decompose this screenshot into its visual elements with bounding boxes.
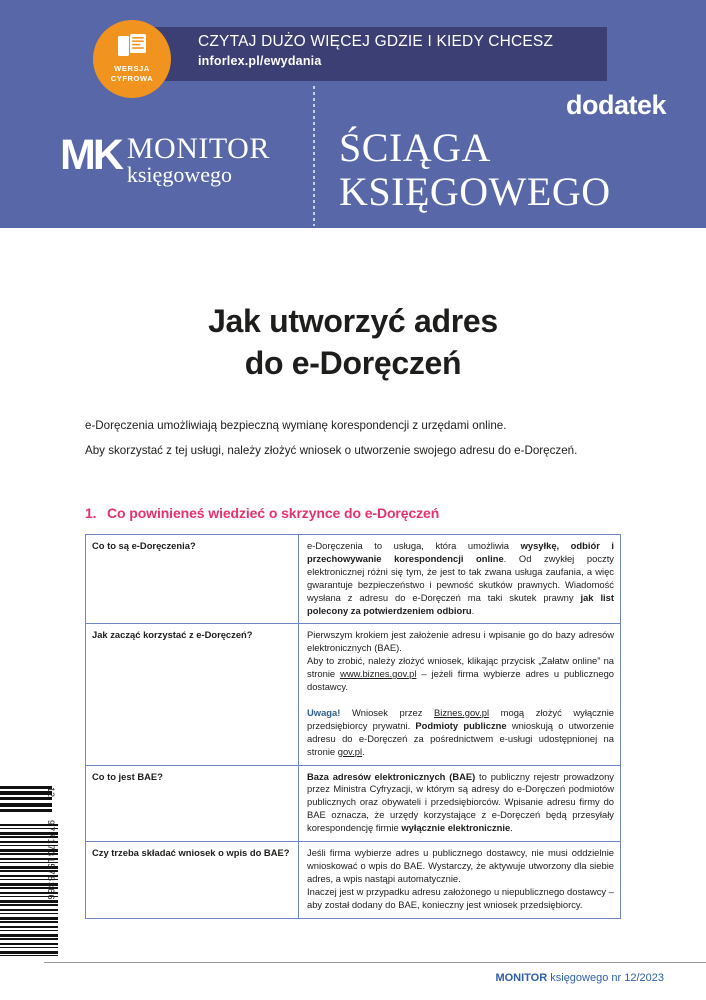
tablet-device-icon bbox=[117, 34, 147, 65]
mk-wordmark-ksiegowego: księgowego bbox=[126, 162, 232, 187]
barcode-number: 9771731578366 bbox=[46, 820, 56, 901]
table-cell-answer: e-Doręczenia to usługa, która umożliwia wysyłkę, odbiór i przechowywanie korespondencji online. Od zwykłej poczty elektronicznej różni się tym, że jest to tak zwana usługa zaufania, a więc gwarantuje bezpieczeństwo i pewność skutków prawnych. Wiadomość wysłana z adresu do e-Doręczeń ma taki skutek prawny jak list polecony za potwierdzeniem odbioru. bbox=[299, 535, 621, 624]
barcode bbox=[0, 786, 68, 968]
mk-wordmark-monitor: MONITOR bbox=[126, 132, 270, 165]
table-cell-answer: Jeśli firma wybierze adres u publicznego dostawcy, nie musi oddzielnie wnioskować o wpis do BAE. Wystarczy, że aktywuje utworzony dla siebie adres, a wpis nastąpi automatycznie. Inaczej jest w przypadku adresu założonego u niepublicznego dostawcy – aby został dodany do BAE, konieczny jest wniosek przedsiębiorcy. bbox=[299, 842, 621, 919]
barcode-issue-code: 12 bbox=[46, 787, 56, 798]
vertical-dotted-divider bbox=[313, 86, 315, 226]
page-title bbox=[0, 300, 706, 384]
table-cell-question: Jak zacząć korzystać z e-Doręczeń? bbox=[86, 624, 299, 765]
section-heading-text: Co powinieneś wiedzieć o skrzynce do e-Doręczeń bbox=[107, 505, 440, 521]
qa-table-body bbox=[86, 535, 621, 919]
table-row bbox=[86, 842, 621, 919]
table-row bbox=[86, 535, 621, 624]
section-heading bbox=[85, 505, 645, 521]
badge-line-2: CYFROWA bbox=[110, 73, 154, 83]
footer-publication-issue: księgowego nr 12/2023 bbox=[547, 972, 664, 984]
promo-headline: CZYTAJ DUŻO WIĘCEJ GDZIE I KIEDY CHCESZ bbox=[198, 33, 554, 50]
table-cell-answer: Pierwszym krokiem jest założenie adresu i wpisanie go do bazy adresów elektronicznych (BAE). Aby to zrobić, należy złożyć wniosek, klikając przycisk „Załatw online” na stronie www.biznes.gov.pl – jeżeli firma wybierze adres u publicznego dostawcy. Uwaga! Wniosek przez Biznes.gov.pl mogą złożyć wyłącznie przedsiębiorcy prywatni. Podmioty publiczne wnioskują o utworzenie adresu do e-Doręczeń za pośrednictwem e-usługi udostępnionej na stronie gov.pl. bbox=[299, 624, 621, 765]
promo-bar bbox=[134, 27, 607, 81]
table-cell-answer: Baza adresów elektronicznych (BAE) to publiczny rejestr prowadzony przez Ministra Cyfryzacji, w którym są adresy do e-Doręczeń podmiotów publicznych oraz obywateli i przedsiębiorców. Wpisanie adresu firmy do BAE oznacza, że urzędy korzystające z e-Doręczeń będą przesyłały korespondencję firmie wyłącznie elektronicznie. bbox=[299, 765, 621, 842]
badge-line-1: WERSJA bbox=[114, 64, 150, 73]
mk-logo bbox=[60, 131, 270, 187]
mk-monogram: MK bbox=[60, 131, 121, 179]
qa-table bbox=[85, 534, 621, 919]
supplement-label: dodatek bbox=[565, 90, 666, 120]
mk-wordmark bbox=[126, 132, 270, 187]
promo-url: inforlex.pl/ewydania bbox=[198, 54, 322, 68]
intro-text bbox=[85, 416, 619, 466]
footer-divider bbox=[44, 962, 706, 963]
page-title-line-1: Jak utworzyć adres bbox=[208, 303, 498, 339]
footer-publication-name: MONITOR bbox=[495, 972, 548, 984]
table-cell-question: Co to są e-Doręczenia? bbox=[86, 535, 299, 624]
table-row bbox=[86, 624, 621, 765]
badge-label bbox=[93, 64, 171, 83]
supplement-title-line-2: KSIĘGOWEGO bbox=[339, 169, 611, 214]
section-number: 1. bbox=[85, 505, 97, 521]
supplement-title bbox=[339, 126, 611, 214]
table-cell-question: Czy trzeba składać wniosek o wpis do BAE? bbox=[86, 842, 299, 919]
digital-version-badge bbox=[93, 20, 171, 98]
supplement-title-line-1: ŚCIĄGA bbox=[339, 125, 491, 170]
intro-paragraph-2: Aby skorzystać z tej usługi, należy złożyć wniosek o utworzenie swojego adresu do e-Doręczeń. bbox=[85, 444, 578, 457]
table-cell-question: Co to jest BAE? bbox=[86, 765, 299, 842]
footer-publication bbox=[495, 972, 664, 984]
barcode-addon-bars bbox=[0, 786, 52, 812]
intro-paragraph-1: e-Doręczenia umożliwiają bezpieczną wymianę korespondencji z urzędami online. bbox=[85, 419, 507, 432]
header-banner bbox=[0, 0, 706, 228]
table-row bbox=[86, 765, 621, 842]
page-title-line-2: do e-Doręczeń bbox=[244, 345, 462, 381]
